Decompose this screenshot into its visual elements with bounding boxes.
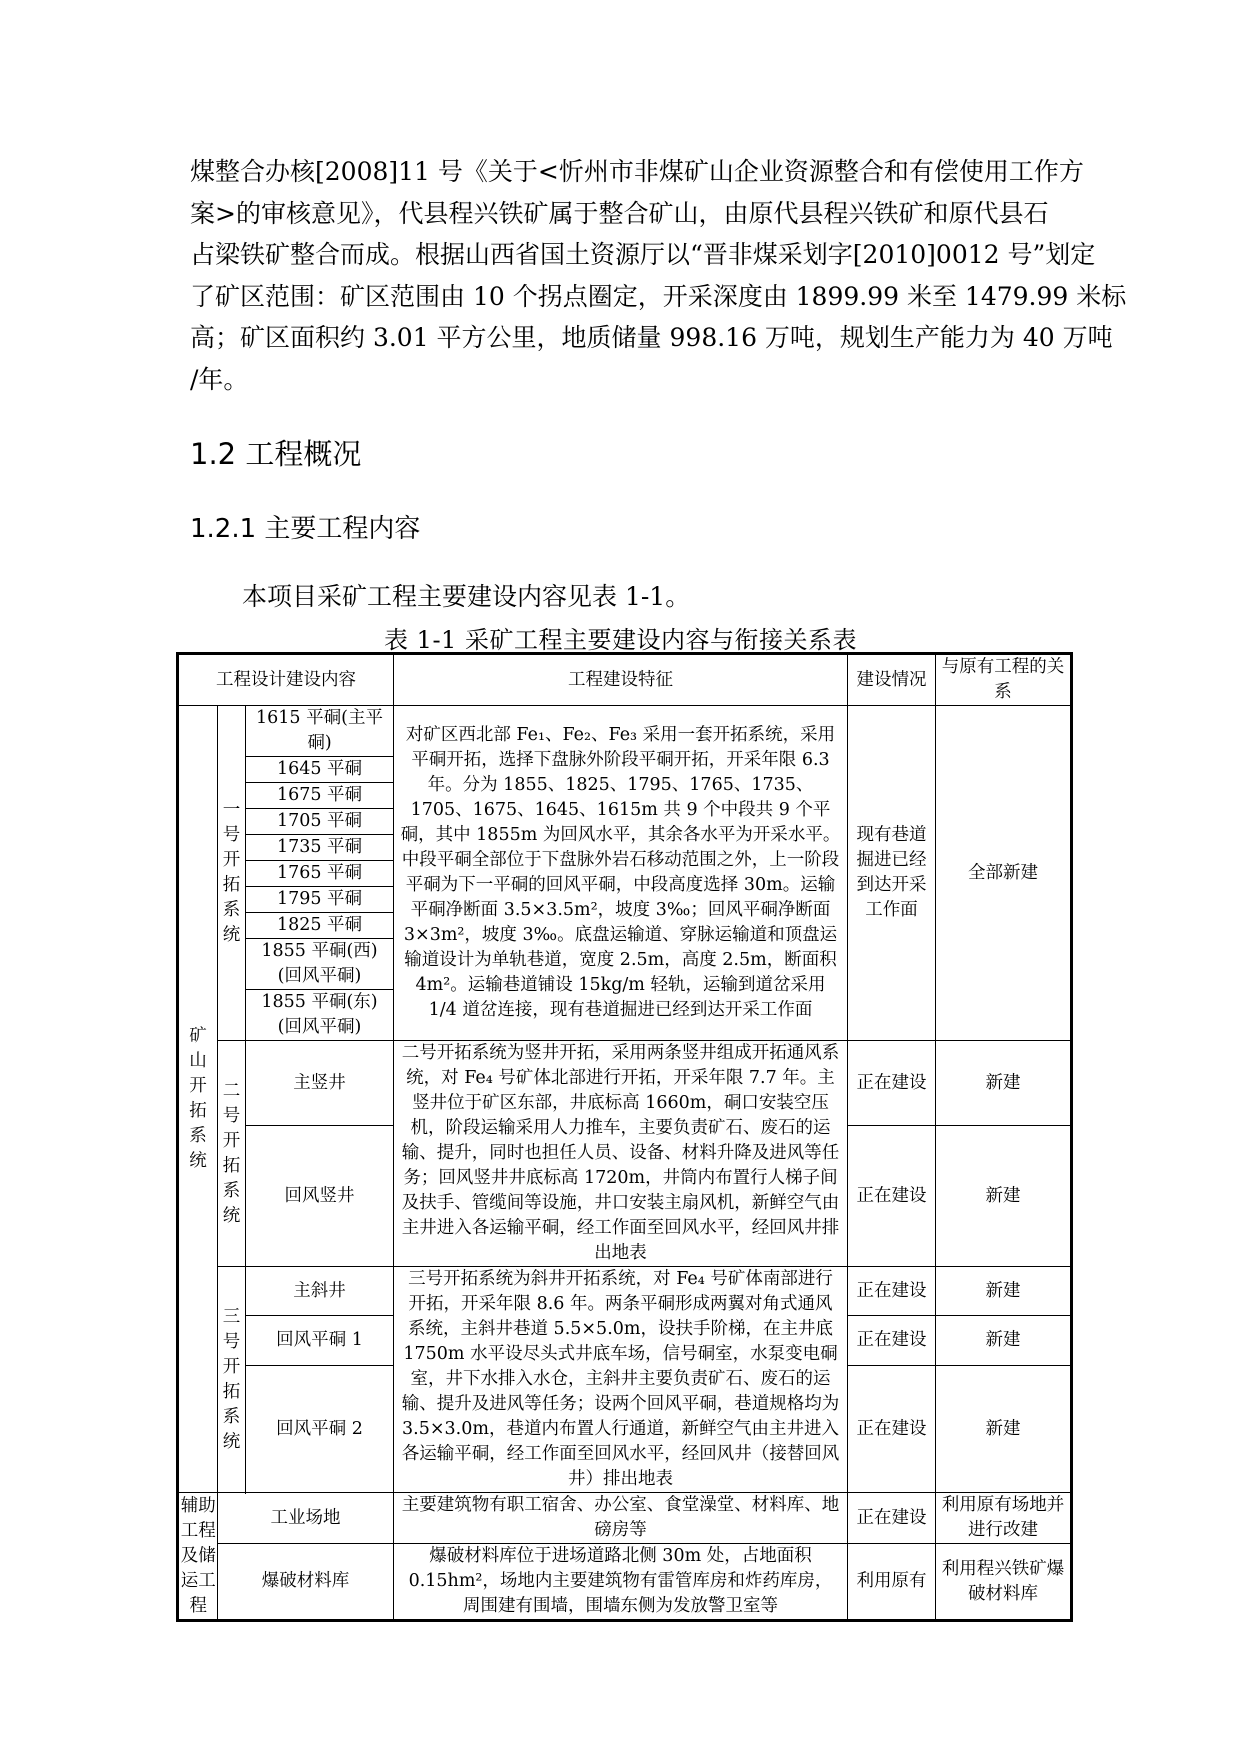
aux-item: 工业场地 xyxy=(218,1493,394,1544)
table-row xyxy=(178,1544,1072,1621)
table-row xyxy=(178,1041,1072,1126)
sys2-status: 正在建设 xyxy=(848,1041,936,1126)
sys1-item: 1855 平硐(东)(回风平硐) xyxy=(246,990,394,1041)
sys3-feature: 三号开拓系统为斜井开拓系统，对 Fe₄ 号矿体南部进行开拓，开采年限 8.6 年。两条平硐形成两翼对角式通风系统，主斜井巷道 5.5×5.0m，设扶手阶梯，在主井底 1750m 水平设尽头式井底车场，信号硐室，水泵变电硐室，井下水排入水仓，主斜井主要负责矿石、废石的运输、提升及进风等任务；设两个回风平硐，巷道规格均为 3.5×3.0m，巷道内布置人行通道，新鲜空气由主井进入各运输平硐，经工作面至回风水平，经回风井（接替回风井）排出地表 xyxy=(394,1267,848,1493)
construction-table xyxy=(176,652,1073,1622)
sys3-relation: 新建 xyxy=(936,1267,1072,1316)
sys2-feature: 二号开拓系统为竖井开拓，采用两条竖井组成开拓通风系统，对 Fe₄ 号矿体北部进行开拓，开采年限 7.7 年。主竖井位于矿区东部，井底标高 1660m，硐口安装空压机，阶段运输采用人力推车，主要负责矿石、废石的运输、提升，同时也担任人员、设备、材料升降及进风等任务；回风竖井井底标高 1720m，井筒内布置行人梯子间及扶手、管缆间等设施，井口安装主扇风机，新鲜空气由主井进入各运输平硐，经工作面至回风水平，经回风井排出地表 xyxy=(394,1041,848,1267)
sys2-label: 二号开拓系统 xyxy=(218,1041,246,1267)
header-feature: 工程建设特征 xyxy=(394,654,848,706)
paragraph-line: 煤整合办核[2008]11 号《关于<忻州市非煤矿山企业资源整合和有偿使用工作方 xyxy=(190,157,1084,186)
sys1-status: 现有巷道掘进已经到达开采工作面 xyxy=(848,706,936,1041)
sys1-item: 1705 平硐 xyxy=(246,809,394,835)
sys1-feature: 对矿区西北部 Fe₁、Fe₂、Fe₃ 采用一套开拓系统，采用平硐开拓，选择下盘脉外阶段平硐开拓，开采年限 6.3 年。分为 1855、1825、1795、1765、1735、1705、1675、1645、1615m 共 9 个中段共 9 个平硐，其中 1855m 为回风水平，其余各水平为开采水平。中段平硐全部位于下盘脉外岩石移动范围之外，上一阶段平硐为下一平硐的回风平硐，中段高度选择 30m。运输平硐净断面 3.5×3.5m²，坡度 3‰；回风平硐净断面 3×3m²，坡度 3‰。底盘运输道、穿脉运输道和顶盘运输道设计为单轨巷道，宽度 2.5m，高度 2.5m，断面积 4m²。运输巷道铺设 15kg/m 轻轨，运输到道岔采用 1/4 道岔连接，现有巷道掘进已经到达开采工作面 xyxy=(394,706,848,1041)
sys1-item: 1675 平硐 xyxy=(246,783,394,809)
aux-feature: 爆破材料库位于进场道路北侧 30m 处，占地面积 0.15hm²，场地内主要建筑物有雷管库房和炸药库房，周围建有围墙，围墙东侧为发放警卫室等 xyxy=(394,1544,848,1621)
sys3-status: 正在建设 xyxy=(848,1366,936,1493)
sys3-status: 正在建设 xyxy=(848,1316,936,1366)
header-status: 建设情况 xyxy=(848,654,936,706)
intro-text: 本项目采矿工程主要建设内容见表 1-1。 xyxy=(242,582,691,611)
sys3-item: 主斜井 xyxy=(246,1267,394,1316)
sys1-item: 1615 平硐(主平硐) xyxy=(246,706,394,757)
table-row xyxy=(178,706,1072,757)
table-row xyxy=(178,1493,1072,1544)
body-paragraph xyxy=(190,151,1127,400)
sys3-relation: 新建 xyxy=(936,1316,1072,1366)
header-design: 工程设计建设内容 xyxy=(178,654,394,706)
sys3-label: 三号开拓系统 xyxy=(218,1267,246,1493)
sys2-status: 正在建设 xyxy=(848,1126,936,1267)
sys3-relation: 新建 xyxy=(936,1366,1072,1493)
sys1-item: 1765 平硐 xyxy=(246,861,394,887)
sys1-item: 1825 平硐 xyxy=(246,913,394,939)
header-relation: 与原有工程的关系 xyxy=(936,654,1072,706)
paragraph-line: 案>的审核意见》，代县程兴铁矿属于整合矿山，由原代县程兴铁矿和原代县石 xyxy=(190,198,1049,228)
sys1-item: 1795 平硐 xyxy=(246,887,394,913)
sys1-relation: 全部新建 xyxy=(936,706,1072,1041)
group-mine-label: 矿山开拓系统 xyxy=(178,706,218,1493)
paragraph-line: /年。 xyxy=(190,364,249,394)
sys2-item: 回风竖井 xyxy=(246,1126,394,1267)
sys2-item: 主竖井 xyxy=(246,1041,394,1126)
group-aux-label: 辅助工程及储运工程 xyxy=(178,1493,218,1621)
paragraph-line: 占梁铁矿整合而成。根据山西省国土资源厅以“晋非煤采划字[2010]0012 号”划定 xyxy=(190,240,1096,269)
aux-relation: 利用程兴铁矿爆破材料库 xyxy=(936,1544,1072,1621)
table-row xyxy=(178,1267,1072,1316)
sys3-status: 正在建设 xyxy=(848,1267,936,1316)
sys1-item: 1735 平硐 xyxy=(246,835,394,861)
sys2-relation: 新建 xyxy=(936,1041,1072,1126)
sys3-item: 回风平硐 1 xyxy=(246,1316,394,1366)
sys1-item: 1855 平硐(西)(回风平硐) xyxy=(246,939,394,990)
paragraph-line: 了矿区范围：矿区范围由 10 个拐点圈定，开采深度由 1899.99 米至 1479.99 米标 xyxy=(190,281,1127,311)
table-caption: 表 1-1 采矿工程主要建设内容与衔接关系表 xyxy=(384,626,857,654)
sys3-item: 回风平硐 2 xyxy=(246,1366,394,1493)
aux-feature: 主要建筑物有职工宿舍、办公室、食堂澡堂、材料库、地磅房等 xyxy=(394,1493,848,1544)
aux-item: 爆破材料库 xyxy=(218,1544,394,1621)
paragraph-line: 高；矿区面积约 3.01 平方公里，地质储量 998.16 万吨，规划生产能力为 40 万吨 xyxy=(190,323,1113,352)
section-heading: 1.2 工程概况 xyxy=(190,437,362,471)
aux-status: 正在建设 xyxy=(848,1493,936,1544)
aux-relation: 利用原有场地并进行改建 xyxy=(936,1493,1072,1544)
table-header-row xyxy=(178,654,1072,706)
subsection-heading: 1.2.1 主要工程内容 xyxy=(190,514,421,544)
sys1-label: 一号开拓系统 xyxy=(218,706,246,1041)
sys2-relation: 新建 xyxy=(936,1126,1072,1267)
sys1-item: 1645 平硐 xyxy=(246,757,394,783)
aux-status: 利用原有 xyxy=(848,1544,936,1621)
